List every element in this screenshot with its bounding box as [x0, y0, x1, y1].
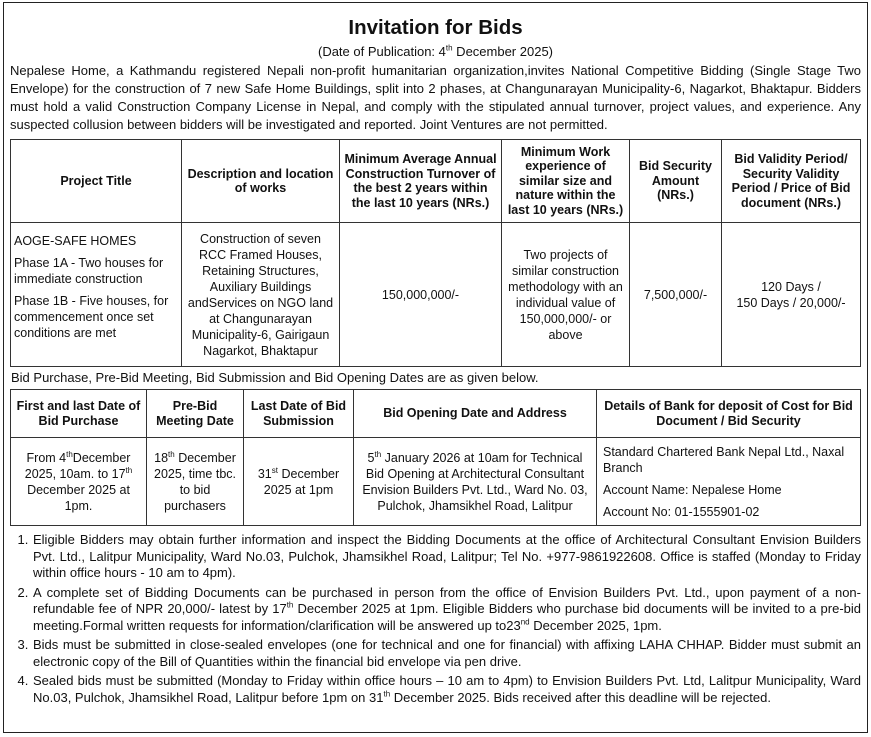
validity-line-2: 150 Days / 20,000/-	[736, 295, 846, 310]
header-validity: Bid Validity Period/ Security Validity Period / Price of Bid document (NRs.)	[722, 140, 861, 223]
cell-bid-security: 7,500,000/-	[630, 223, 722, 367]
publication-date-prefix: (Date of Publication: 4	[317, 44, 446, 59]
note-4-p1: Sealed bids must be submitted (Monday to Friday within office hours – 10 am to 4pm) to Envision Builders Pvt. Ltd, Lalitpur Municipality, Ward No.03, Pulchok, Jhamsikhel Road, Lalitpur before 1pm on 31	[33, 673, 861, 705]
note-4-s1: th	[383, 689, 391, 699]
header-experience: Minimum Work experience of similar size and nature within the last 10 years (NRs.)	[502, 140, 630, 223]
purchase-s2: th	[125, 465, 133, 475]
header-prebid: Pre-Bid Meeting Date	[147, 390, 244, 438]
validity-line-1: 120 Days /	[761, 279, 821, 294]
header-opening: Bid Opening Date and Address	[354, 390, 597, 438]
header-description: Description and location of works	[182, 140, 340, 223]
opening-s1: th	[374, 449, 382, 459]
prebid-s1: th	[168, 449, 175, 459]
note-4-p2: December 2025. Bids received after this deadline will be rejected.	[390, 689, 771, 705]
cell-opening	[354, 438, 597, 526]
header-project-title: Project Title	[11, 140, 182, 223]
note-3: 3. Bids must be submitted in close-sealed envelopes (one for technical and one for financial) with affixing LAHA CHHAP. Bidder must submit an electronic copy of the Bill of Quantities within the financial bid envelope via pen drive.	[32, 637, 861, 670]
cell-submission	[244, 438, 354, 526]
notice-title: Invitation for Bids	[348, 16, 523, 39]
note-2	[32, 585, 861, 635]
publication-date-suffix: December 2025)	[452, 44, 554, 59]
cell-turnover: 150,000,000/-	[340, 223, 502, 367]
submission-p2: December 2025 at 1pm	[263, 466, 340, 497]
bank-account-name: Account Name: Nepalese Home	[603, 482, 782, 497]
publication-date-sup: th	[445, 43, 453, 53]
header-bid-security: Bid Security Amount (NRs.)	[630, 140, 722, 223]
opening-p1: 5	[367, 450, 375, 465]
header-turnover: Minimum Average Annual Construction Turnover of the best 2 years within the last 10 years (NRs.)	[340, 140, 502, 223]
cell-bank	[597, 438, 861, 526]
purchase-s1: th	[66, 449, 73, 459]
purchase-p2: December 2025, 10am. to 17	[24, 450, 131, 481]
purchase-p1: From 4	[26, 450, 67, 465]
cell-validity	[722, 223, 861, 367]
phase-1b: Phase 1B - Five houses, for commencement once set conditions are met	[14, 294, 169, 340]
dates-table	[10, 389, 861, 526]
header-bank: Details of Bank for deposit of Cost for Bid Document / Bid Security	[597, 390, 861, 438]
note-2-p1: A complete set of Bidding Documents can be purchased in person from the office of Envision Builders Pvt. Ltd., upon payment of a non-refundable fee of NPR 20,000/- latest by 17	[33, 584, 861, 616]
project-table-row	[11, 223, 861, 367]
project-title: AOGE-SAFE HOMES	[14, 234, 137, 248]
opening-p2: January 2026 at 10am for Technical Bid Opening at Architectural Consultant Envision Builders Pvt. Ltd., Ward No. 03, Pulchok, Jhamsikhel Road, Lalitpur	[362, 450, 588, 513]
note-2-p2: December 2025 at 1pm. Eligible Bidders who purchase bid documents will be invited to a pre-bid meeting.Formal written requests for information/clarification will be answered up to23	[33, 601, 862, 633]
dates-intro: Bid Purchase, Pre-Bid Meeting, Bid Submission and Bid Opening Dates are as given below.	[11, 370, 539, 385]
dates-table-header-row	[11, 390, 861, 438]
phase-1a: Phase 1A - Two houses for immediate construction	[14, 256, 164, 286]
bank-name: Standard Chartered Bank Nepal Ltd., Naxal Branch	[603, 444, 845, 475]
header-submission: Last Date of Bid Submission	[244, 390, 354, 438]
prebid-p2: December 2025, time tbc. to bid purchasers	[154, 450, 236, 513]
cell-description: Construction of seven RCC Framed Houses, Retaining Structures, Auxiliary Buildings andServices on NGO land at Changunarayan Municipality-6, Gairigaun Nagarkot, Bhaktapur	[182, 223, 340, 367]
prebid-p1: 18	[154, 450, 169, 465]
cell-prebid	[147, 438, 244, 526]
submission-p1: 31	[257, 466, 272, 481]
bid-notice	[3, 2, 868, 733]
note-2-s1: th	[286, 600, 294, 610]
dates-table-row	[11, 438, 861, 526]
publication-date	[10, 43, 861, 60]
cell-experience: Two projects of similar construction methodology with an individual value of 150,000,000/- or above	[502, 223, 630, 367]
bank-account-no: Account No: 01-1555901-02	[603, 504, 760, 519]
note-4	[32, 673, 861, 706]
project-table	[10, 139, 861, 367]
note-1: 1. Eligible Bidders may obtain further information and inspect the Bidding Documents at the office of Architectural Consultant Envision Builders Pvt. Ltd., Lalitpur Municipality, Ward No.03, Pulchok, Jhamsikhel Road, Lalitpur; Tel No. +977-9861922608. Office is staffed (Monday to Friday within office hours - 10 am to 4pm).	[32, 532, 861, 582]
note-2-p3: December 2025, 1pm.	[529, 617, 662, 633]
intro-paragraph: Nepalese Home, a Kathmandu registered Nepali non-profit humanitarian organization,invites National Competitive Bidding (Single Stage Two Envelope) for the construction of 7 new Safe Home Buildings, split into 2 phases, at Changunarayan Municipality-6, Nagarkot, Bhaktapur. Bidders must hold a valid Construction Company License in Nepal, and comply with the stipulated annual turnover, project values, and experience. Any suspected collusion between bidders will be investigated and reported. Joint Ventures are not permitted.	[10, 63, 861, 132]
project-table-header-row	[11, 140, 861, 223]
header-purchase: First and last Date of Bid Purchase	[11, 390, 147, 438]
cell-purchase	[11, 438, 147, 526]
purchase-p3: December 2025 at 1pm.	[27, 482, 130, 513]
note-2-s2: nd	[520, 617, 530, 627]
submission-s1: st	[271, 465, 278, 475]
notes-list	[10, 532, 861, 706]
cell-project-title	[11, 223, 182, 367]
